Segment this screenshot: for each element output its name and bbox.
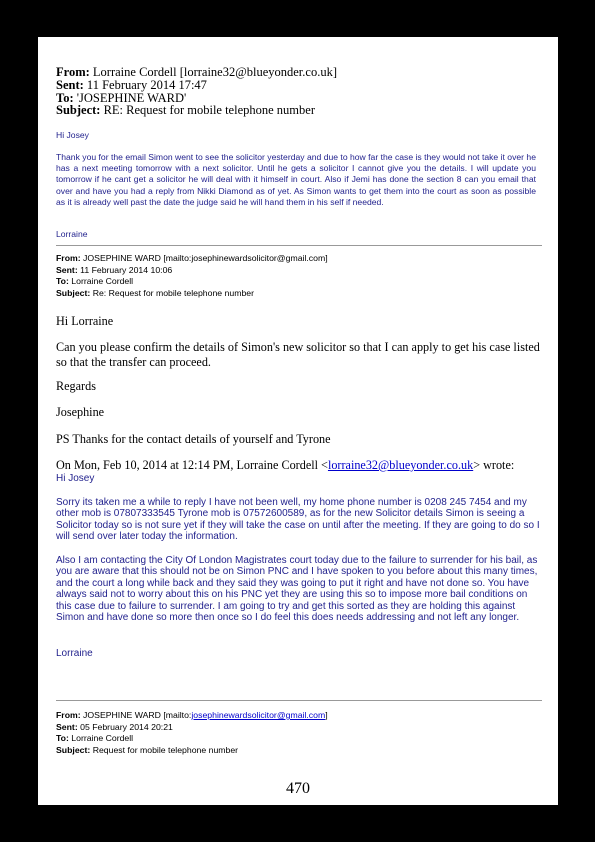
- email4-header: [56, 710, 546, 756]
- email1-to: To: 'JOSEPHINE WARD': [56, 90, 187, 105]
- email4-from-link[interactable]: josephinewardsolicitor@gmail.com: [191, 710, 326, 720]
- page-number: 470: [286, 780, 310, 797]
- separator-rule: [56, 700, 542, 701]
- email4-sent: Sent: 05 February 2014 20:21: [56, 721, 173, 732]
- email1-signature: Lorraine: [56, 229, 88, 239]
- separator-rule: [56, 245, 542, 246]
- email1-subject: Subject: RE: Request for mobile telephone number: [56, 103, 315, 118]
- email4-to: To: Lorraine Cordell: [56, 733, 134, 743]
- email2-quote-line: On Mon, Feb 10, 2014 at 12:14 PM, Lorraine Cordell <lorraine32@blueyonder.co.uk> wrote:: [56, 458, 515, 472]
- email3-para1: Sorry its taken me a while to reply I have not been well, my home phone number is 0208 245 7454 and my other mob is 07807333545 Tyrone mob is 07572600589, as for the new Solicitor details Simon is seeing a Solicitor today so is not sure yet if they will take the case on until after the meeting. If they are going to do so I will send over later today the information.: [56, 497, 540, 543]
- email3-greeting: Hi Josey: [56, 473, 95, 484]
- email1-greeting: Hi Josey: [56, 130, 89, 140]
- email2-regards: Regards: [56, 379, 96, 393]
- email2-from: From: JOSEPHINE WARD [mailto:josephinewardsolicitor@gmail.com]: [56, 253, 328, 263]
- email4-subject: Subject: Request for mobile telephone number: [56, 744, 239, 755]
- email2-header: [56, 253, 546, 299]
- document-page: [38, 37, 558, 805]
- email2-body: Can you please confirm the details of Simon's new solicitor so that I can apply to get his case listed so that the transfer can proceed.: [56, 340, 540, 369]
- quote-email-link[interactable]: lorraine32@blueyonder.co.uk: [327, 458, 474, 472]
- email3-para2: Also I am contacting the City Of London Magistrates court today due to the failure to surrender for his bail, as you are aware that this should not be on Simon PNC and I have spoken to you before about this many times, and the court a long while back and they said they was going to put it right and have not done so. You have always said not to worry about this on his PNC yet they are using this so to impose more bail conditions on this case due to failure to surrender. I am going to try and get this sorted as they are holding this against Simon and have done so more then once so I do feel this does needs addressing and not left any longer.: [56, 555, 538, 624]
- email2-greeting: Hi Lorraine: [56, 314, 114, 328]
- email2-sent: Sent: 11 February 2014 10:06: [56, 264, 173, 275]
- email1-from: From: Lorraine Cordell [lorraine32@blueyonder.co.uk]: [56, 65, 337, 79]
- email1-header: [56, 66, 546, 117]
- email4-from: From: JOSEPHINE WARD [mailto:josephinewardsolicitor@gmail.com]: [56, 710, 328, 720]
- email1-body: Thank you for the email Simon went to see the solicitor yesterday and due to how far the case is they would not take it over he has a next meeting tomorrow with a next solicitor. Until he gets a solicitor I cannot give you the details. I will update you tomorrow if he cant get a solicitor he will deal with it himself in court. Also if Jemi has done the section 8 can you email that over and have you had a reply from Nikki Diamond as of yet. As Simon wants to get them into the court as soon as possible as it is already well past the date the judge said he will hand them in his self if needed.: [56, 152, 536, 207]
- email1-sent: Sent: 11 February 2014 17:47: [56, 77, 207, 92]
- email2-subject: Subject: Re: Request for mobile telephone number: [56, 287, 254, 298]
- email2-ps: PS Thanks for the contact details of yourself and Tyrone: [56, 432, 331, 446]
- email3-signature: Lorraine: [56, 648, 93, 659]
- email2-name: Josephine: [56, 405, 105, 419]
- email2-to: To: Lorraine Cordell: [56, 276, 134, 286]
